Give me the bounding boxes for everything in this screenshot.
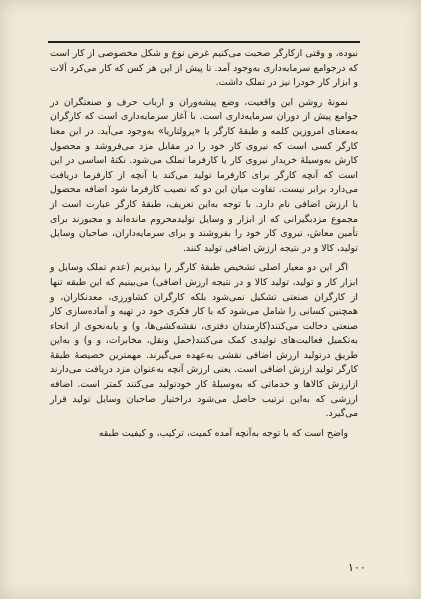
paragraph-2: نمونهٔ روشن این واقعیت، وضع پیشه‌وران و ارباب حرف و صنعتگران در جوامع پیش از دوران سرمایه‌داری است. با آغاز سرمایه‌داری است که کارگران به‌معنای امروزین کلمه و طبقهٔ کارگر یا «پرولتاریا» به‌وجود می‌آید. در این معنا کارگر کسی است که نیروی کار خود را در مقابل مزد می‌فروشد و محصول کارش به‌وسیلهٔ خریدار نیروی کار یا کارفرما تملک می‌شود. نکتهٔ اساسی در این است که آنچه کارگر برای کارفرما تولید می‌کند با آنچه از کارفرما دریافت می‌دارد برابر نیست. تفاوت میان این دو که نصیب کارفرما شود اضافه محصول یا ارزش اضافی نام دارد. با توجه به‌این تعریف، طبقهٔ کارگر عبارت است از مجموع مزدبگیرانی که از ابزار و وسایل تولیدمحروم مانده‌اند و مجبورند برای تأمین معاش، نیروی کار خود را بفروشند و برای سرمایه‌داران، صاحبان وسایل تولید، کالا و در نتیجه ارزش اضافی تولید کنند. bbox=[50, 96, 358, 254]
header-rule bbox=[48, 41, 360, 43]
paragraph-4: واضح است که با توجه به‌آنچه آمده کمیت، ترکیب، و کیفیت طبقه bbox=[98, 427, 348, 439]
paragraph-1: نبوده، و وقتی ازکارگر صحبت می‌کنیم غرض نوع و شکل مخصوصی از کار است که درجوامع سرمایه‌داری به‌وجود آمد. تا پیش از این هر کس که کار می‌کرد آلات و ابزار کار خودرا نیز در تملک داشت. bbox=[50, 48, 358, 89]
body-text bbox=[50, 47, 358, 446]
page-number: ۱۰۰ bbox=[348, 561, 366, 574]
paragraph-3: اگر این دو معیار اصلی تشخیص طبقهٔ کارگر را بپذیریم (عدم تملک وسایل و ابزار کار و تولید، تولید کالا و در نتیجه ارزش اضافی) می‌بینیم که این طبقه تنها از کارگران صنعتی تشکیل نمی‌شود بلکه کارگران کشاورزی، معدنکاران، و همچنین کسانی را شامل می‌شود که با کار فکری خود در تهیه و آماده‌سازی کار صنعتی دخالت می‌کنند(کارمندان دفتری، نقشه‌کشی‌ها، و) و یابه‌نحوی از انحاء به‌تکمیل فعالیت‌های تولیدی کمک می‌کنند(حمل ونقل، مخابرات، و و) و به‌این طریق درتولید ارزش اضافی نقشی به‌عهده می‌گیرند. مهمترین خصیصهٔ طبقهٔ کارگر تولید ارزش اضافی است. یعنی ارزش آنچه به‌عنوان مزد دریافت می‌دارند ازارزش کالاها و خدماتی که به‌وسیلهٔ کار خودتولید می‌کنند کمتر است. اضافه ارزشی که به‌این ترتیب حاصل می‌شود دراختیار صاحبان وسایل تولید قرار می‌گیرد. bbox=[50, 262, 358, 420]
